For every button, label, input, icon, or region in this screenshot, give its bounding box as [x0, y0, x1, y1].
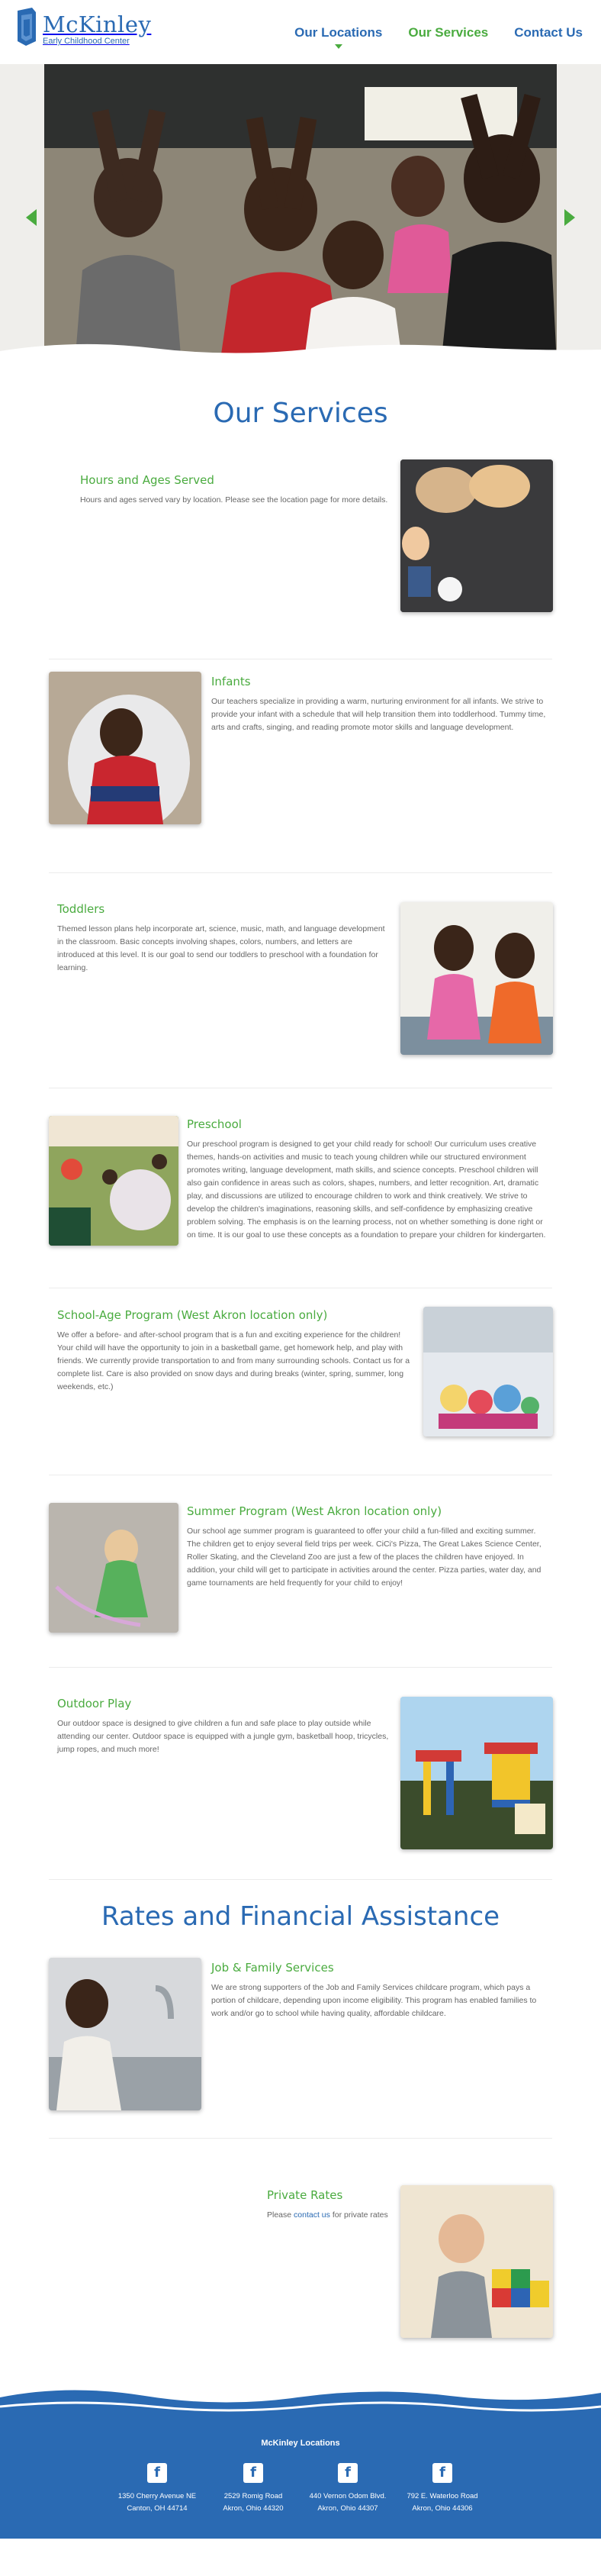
nav-our-locations[interactable]	[294, 23, 382, 43]
facebook-glyph: f	[345, 2465, 351, 2481]
nav-our-locations-label: Our Locations	[294, 25, 383, 40]
rates-jfs	[0, 1950, 601, 2156]
facebook-glyph: f	[439, 2465, 445, 2481]
facebook-icon[interactable]	[432, 2463, 452, 2483]
service-preschool-image	[49, 1116, 178, 1246]
location-city: Akron, Ohio 44307	[317, 2504, 378, 2513]
service-title: Infants	[211, 675, 251, 688]
services-heading: Our Services	[213, 398, 388, 429]
service-title: Outdoor Play	[57, 1697, 132, 1710]
rates-jfs-text	[211, 1959, 547, 2020]
service-toddlers-text	[57, 901, 391, 975]
facebook-icon[interactable]	[243, 2463, 263, 2483]
location-street: 792 E. Waterloo Road	[407, 2492, 478, 2500]
location-city: Akron, Ohio 44306	[412, 2504, 473, 2513]
service-outdoor	[0, 1668, 601, 1880]
service-summer	[0, 1475, 601, 1668]
divider	[49, 1879, 552, 1880]
nav-contact-us[interactable]	[514, 23, 583, 43]
service-summer-text	[187, 1503, 547, 1590]
service-description: Hours and ages served vary by location. Please see the location page for more details.	[80, 495, 388, 505]
service-hours	[0, 446, 601, 659]
service-school-age	[0, 1288, 601, 1475]
service-school-age-text	[57, 1307, 416, 1394]
site-header	[0, 0, 601, 64]
location-street: 2529 Romig Road	[223, 2492, 283, 2500]
service-description: Our teachers specialize in providing a warm, nurturing environment for all infants. We strive to provide your infant with a schedule that will help transition them into toddlerhood. Tummy time, arts and crafts, singing, and reading promote motor skills and language development.	[211, 697, 546, 733]
location-city: Canton, OH 44714	[127, 2504, 188, 2513]
divider	[49, 2138, 552, 2139]
service-description: Themed lesson plans help incorporate art, science, music, math, and language development in the classroom. Basic concepts involving shapes, colors, numbers, and letters are introduced at this level. It is our goal to send our toddlers to preschool with a foundation for learning.	[57, 924, 385, 973]
logo-text	[43, 8, 151, 47]
rates-private-description	[267, 2209, 397, 2222]
hero-wave	[0, 334, 601, 365]
service-toddlers	[0, 873, 601, 1088]
facebook-glyph: f	[154, 2465, 160, 2481]
logo[interactable]	[15, 8, 151, 47]
service-title: Preschool	[187, 1117, 242, 1131]
location-city: Akron, Ohio 44320	[223, 2504, 284, 2513]
location-street: 1350 Cherry Avenue NE	[117, 2492, 197, 2500]
location-canton	[104, 2463, 211, 2515]
service-preschool-text	[187, 1116, 547, 1242]
service-summer-image	[49, 1503, 178, 1633]
service-description: Our preschool program is designed to get your child ready for school! Our curriculum uses creative themes, hands-on activities and music to teach young children while our structured environment promotes writing, language development, math skills, and science concepts. Preschool children will also gain confidence in areas such as colors, shapes, numbers, and letter recognition. Art, dramatic play, and discussions are utilized to encourage children to work and think creatively. We strive to develop the children's imaginations, reasoning skills, and self-confidence by emphasizing creative problem solving. The emphasis is on the learning process, not on whether something is done right or on time. It is our goal to use these concepts as a foundation to prepare your children for kindergarten.	[187, 1140, 546, 1240]
rates-heading: Rates and Financial Assistance	[101, 1901, 500, 1932]
nav-our-services[interactable]	[408, 23, 488, 43]
spacer	[0, 1880, 601, 1897]
service-infants-text	[211, 673, 547, 734]
service-title: Hours and Ages Served	[80, 473, 214, 487]
footer-wave	[0, 2382, 601, 2417]
service-infants	[0, 659, 601, 873]
service-preschool	[0, 1088, 601, 1288]
footer-title: McKinley Locations	[261, 2439, 340, 2448]
rates-private-image	[400, 2185, 553, 2338]
logo-mark-icon	[15, 8, 38, 47]
rates-jfs-title: Job & Family Services	[211, 1961, 334, 1975]
service-description: Our school age summer program is guaranteed to offer your child a fun-filled and exciting summer. The children get to enjoy several field trips per week. CiCi's Pizza, The Great Lakes Science Center, Roller Skating, and the Cleveland Zoo are just a few of the places the children have enjoyed. In addition, your child will get to participate in activities around the center. Pizza parties, water day, and game tournaments are held frequently for your child to enjoy!	[187, 1527, 542, 1588]
rates-private-text-after: for private rates	[329, 2210, 388, 2220]
service-infants-image	[49, 672, 201, 824]
rates-jfs-description: We are strong supporters of the Job and Family Services childcare program, which pays a portion of childcare, depending upon income eligibility. This program has enabled families to work and/or go to school while having quality, affordable childcare.	[211, 1983, 537, 2019]
rates-private-title: Private Rates	[267, 2188, 343, 2202]
rates-jfs-image	[49, 1958, 201, 2110]
chevron-left-icon[interactable]	[26, 209, 37, 226]
facebook-glyph: f	[250, 2465, 256, 2481]
logo-name: McKinley	[43, 11, 152, 37]
hero-slider	[0, 64, 601, 365]
location-vernon-odom	[294, 2463, 401, 2515]
main-nav	[294, 23, 583, 43]
location-waterloo	[389, 2463, 496, 2515]
site-footer	[0, 2382, 601, 2539]
service-title: School-Age Program (West Akron location only)	[57, 1308, 328, 1322]
rates-private-text-before: Please	[267, 2210, 294, 2220]
service-title: Summer Program (West Akron location only)	[187, 1504, 442, 1518]
rates-private	[0, 2156, 601, 2382]
nav-our-services-label: Our Services	[408, 25, 489, 40]
service-title: Toddlers	[57, 902, 105, 916]
service-hours-text	[80, 472, 393, 507]
chevron-right-icon[interactable]	[564, 209, 575, 226]
contact-us-link[interactable]: contact us	[294, 2210, 330, 2220]
service-hours-image	[400, 459, 553, 612]
service-school-age-image	[423, 1307, 553, 1436]
service-description: Our outdoor space is designed to give children a fun and safe place to play outside while attending our center. Outdoor space is equipped with a jungle gym, basketball hoop, tricycles, jump ropes, and much more!	[57, 1719, 389, 1755]
rates-private-text	[267, 2187, 397, 2222]
logo-subtitle: Early Childhood Center	[43, 37, 130, 46]
location-romig	[200, 2463, 307, 2515]
service-toddlers-image	[400, 902, 553, 1055]
facebook-icon[interactable]	[338, 2463, 358, 2483]
service-outdoor-text	[57, 1695, 391, 1756]
hero-image	[44, 64, 557, 365]
facebook-icon[interactable]	[147, 2463, 167, 2483]
nav-contact-us-label: Contact Us	[514, 25, 583, 40]
location-street: 440 Vernon Odom Blvd.	[309, 2492, 387, 2500]
chevron-down-icon	[335, 44, 342, 49]
service-outdoor-image	[400, 1697, 553, 1849]
service-description: We offer a before- and after-school program that is a fun and exciting experience for the children! Your child will have the opportunity to join in a basketball game, get homework help, and play with friends. We currently provide transportation to and from many surrounding schools. Contact us for a complete list. Care is also provided on snow days and during breaks (winter, spring, summer, long weekends, etc.)	[57, 1330, 410, 1392]
